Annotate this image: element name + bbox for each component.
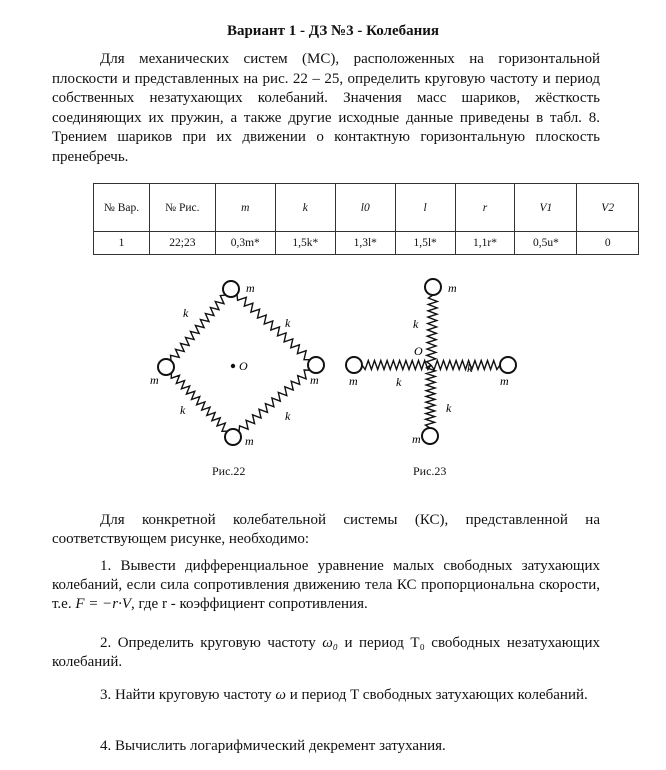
spring-top-left (171, 295, 226, 361)
fig22-mass-label-m: m (246, 281, 255, 295)
table-header-cell: m (215, 184, 275, 232)
table-cell: 1,5k* (275, 232, 335, 255)
table-header-cell: № Рис. (149, 184, 215, 232)
table-row (94, 232, 639, 255)
table-header-cell: V2 (577, 184, 639, 232)
intro-paragraph: Для механических систем (МС), расположенных на горизонтальной плоскости и представленных на рис. 22 – 25, определить круговую частоту и период собственных незатухающих колебаний. Значения масс шариков, жёсткость соединяющих их пружин, а также другие исходные данные приведены в табл. 8. Трением шариков при их движении о контактную горизонтальную плоскость пренебречь. (52, 51, 600, 165)
omega-symbol: ω (275, 687, 286, 703)
item2-text-b: и период T₀ свободных незатухающих колебаний. (52, 635, 601, 670)
mass-ball (346, 357, 362, 373)
fig22-spring-label-k: k (285, 409, 291, 423)
fig22-center-label: O (239, 359, 248, 373)
fig22-mass-label-m: m (245, 434, 254, 448)
mass-ball (500, 357, 516, 373)
task-item-1 (52, 557, 600, 614)
table-header-cell: V1 (515, 184, 577, 232)
mass-ball (225, 429, 241, 445)
fig23-spring-label-k: k (467, 361, 473, 375)
mass-ball (422, 428, 438, 444)
item3-text-a: 3. Найти круговую частоту (100, 687, 272, 703)
fig23-center-label: O (414, 344, 423, 358)
figure-23-drawing (346, 279, 516, 444)
table-cell: 1,3l* (335, 232, 395, 255)
table-header-row (94, 184, 639, 232)
resistance-formula: F = −r·V (75, 596, 132, 612)
fig22-mass-label-m: m (310, 373, 319, 387)
mass-ball (223, 281, 239, 297)
spring-top (427, 295, 438, 365)
fig23-mass-label-m: m (412, 432, 421, 446)
table-header-cell: k (275, 184, 335, 232)
table-cell: 1,5l* (395, 232, 455, 255)
table-header-cell: l (395, 184, 455, 232)
fig23-mass-label-m: m (349, 374, 358, 388)
task-paragraph: Для конкретной колебательной системы (КС), представленной на соответствующем рисунке, необходимо: (52, 512, 600, 547)
fig22-mass-label-m: m (150, 373, 159, 387)
table-header-cell: № Вар. (94, 184, 150, 232)
table-cell: 0,5u* (515, 232, 577, 255)
item3-text-b: и период T свободных затухающих колебаний. (289, 687, 588, 703)
item2-text-a: 2. Определить круговую частоту (100, 635, 316, 651)
item1-tail: , где r - коэффициент сопротивления. (131, 596, 368, 612)
figure-23-caption: Рис.23 (413, 464, 447, 478)
mass-ball (158, 359, 174, 375)
fig23-spring-label-k: k (446, 401, 452, 415)
table-cell: 1 (94, 232, 150, 255)
task-item-4: 4. Вычислить логарифмический декремент затухания. (100, 738, 446, 754)
fig22-spring-label-k: k (183, 306, 189, 320)
spring-bottom (426, 365, 436, 428)
fig23-mass-label-m: m (500, 374, 509, 388)
task-item-3 (52, 686, 600, 705)
fig22-spring-label-k: k (180, 403, 186, 417)
omega0-symbol: ω₀ (322, 635, 339, 651)
task-item-2 (52, 634, 600, 672)
item1-text: 1. Вывести дифференциальное уравнение малых свободных затухающих колебаний, если сила сопротивления движению тела КС пропорциональна скорости, т.е. (52, 558, 600, 612)
document-title: Вариант 1 - ДЗ №3 - Колебания (226, 23, 440, 39)
fig23-spring-label-k: k (413, 317, 419, 331)
mass-ball (425, 279, 441, 295)
spring-left (362, 361, 431, 370)
fig22-center-point (231, 364, 235, 368)
fig22-spring-label-k: k (285, 316, 291, 330)
figures-svg (0, 270, 666, 490)
table-header-cell: r (455, 184, 515, 232)
table-cell: 0,3m* (215, 232, 275, 255)
table-cell: 1,1r* (455, 232, 515, 255)
fig23-mass-label-m: m (448, 281, 457, 295)
spring-top-right (237, 294, 310, 359)
spring-right (431, 361, 500, 370)
table-cell: 22;23 (149, 232, 215, 255)
parameters-table (93, 183, 639, 255)
fig23-spring-label-k: k (396, 375, 402, 389)
table-cell: 0 (577, 232, 639, 255)
table-header-cell: l0 (335, 184, 395, 232)
figure-22-caption: Рис.22 (212, 464, 246, 478)
mass-ball (308, 357, 324, 373)
spring-right-bottom (239, 370, 310, 432)
